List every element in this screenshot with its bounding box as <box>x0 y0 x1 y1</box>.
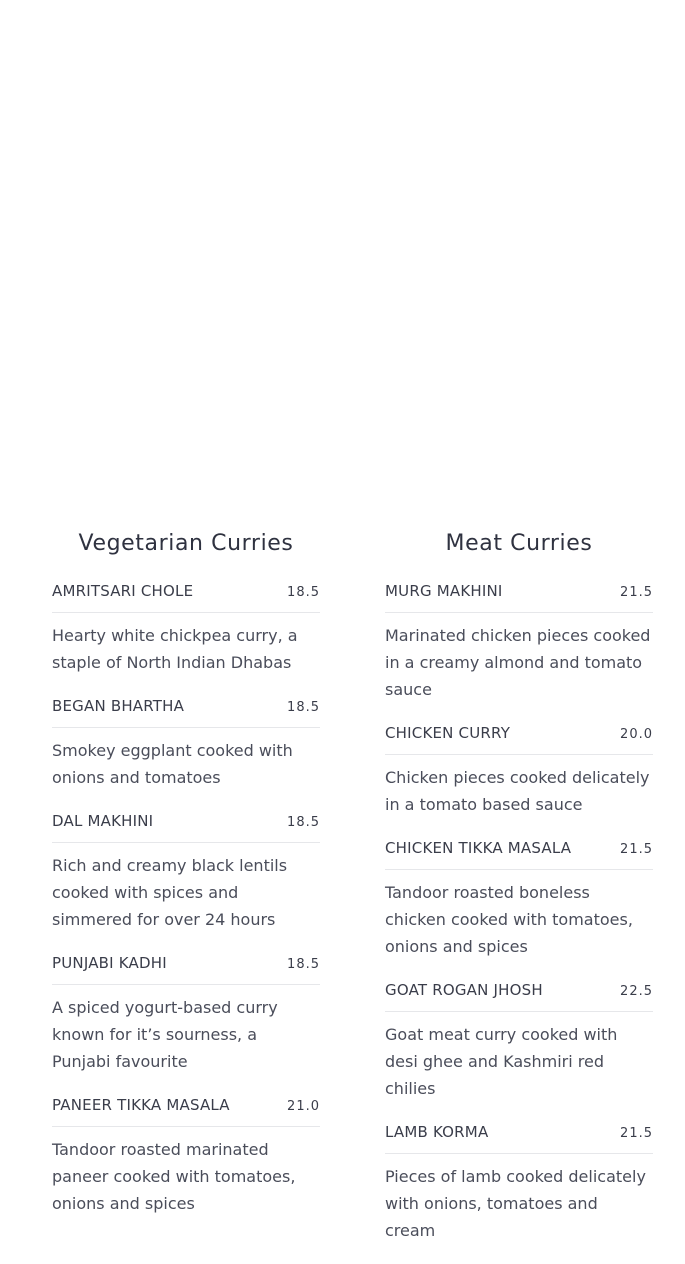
menu-item-description: Chicken pieces cooked delicately in a tomato based sauce <box>385 768 650 814</box>
menu-item <box>385 581 653 703</box>
menu-item-header <box>385 723 653 755</box>
menu-item <box>52 1095 320 1217</box>
menu-item-header <box>52 953 320 985</box>
menu-item-header <box>52 696 320 728</box>
menu-item-description: Rich and creamy black lentils cooked with spices and simmered for over 24 hours <box>52 856 288 929</box>
menu-item-name: AMRITSARI CHOLE <box>52 582 194 600</box>
menu-item-description: Tandoor roasted boneless chicken cooked with tomatoes, onions and spices <box>385 883 633 956</box>
menu-item <box>385 980 653 1102</box>
menu-item-description: Goat meat curry cooked with desi ghee and Kashmiri red chilies <box>385 1025 618 1098</box>
menu-item-price: 21.5 <box>620 1126 653 1141</box>
meat-curries-title: Meat Curries <box>445 531 593 556</box>
menu-item-header <box>52 1095 320 1127</box>
menu-item-description: Tandoor roasted marinated paneer cooked with tomatoes, onions and spices <box>52 1140 296 1213</box>
menu-item-price: 18.5 <box>287 815 320 830</box>
menu-item-price: 18.5 <box>287 585 320 600</box>
menu-item-name: PANEER TIKKA MASALA <box>52 1096 230 1114</box>
menu-item <box>385 838 653 960</box>
menu-item-name: BEGAN BHARTHA <box>52 697 185 715</box>
menu-item-description: A spiced yogurt-based curry known for it’s sourness, a Punjabi favourite <box>52 998 278 1071</box>
menu-item-header <box>385 838 653 870</box>
menu-item-price: 21.5 <box>620 842 653 857</box>
vegetarian-curries-section <box>52 529 320 1237</box>
menu-item-name: MURG MAKHINI <box>385 582 503 600</box>
menu-item-description: Marinated chicken pieces cooked in a creamy almond and tomato sauce <box>385 626 651 699</box>
menu-item-header <box>385 1122 653 1154</box>
menu-item-header <box>385 581 653 613</box>
menu-item <box>52 953 320 1075</box>
menu-item <box>385 723 653 818</box>
menu-item <box>52 811 320 933</box>
menu-item-name: GOAT ROGAN JHOSH <box>385 981 543 999</box>
menu-item-description: Hearty white chickpea curry, a staple of North Indian Dhabas <box>52 626 298 672</box>
menu-item-description: Pieces of lamb cooked delicately with onions, tomatoes and cream <box>385 1167 646 1240</box>
vegetarian-curries-title: Vegetarian Curries <box>78 531 294 556</box>
menu-item-name: CHICKEN TIKKA MASALA <box>385 839 572 857</box>
menu-item-header <box>52 581 320 613</box>
menu-item-name: CHICKEN CURRY <box>385 724 511 742</box>
menu-item <box>385 1122 653 1244</box>
menu-item-description: Smokey eggplant cooked with onions and tomatoes <box>52 741 293 787</box>
menu-item-price: 21.0 <box>287 1099 320 1114</box>
menu-item-price: 21.5 <box>620 585 653 600</box>
menu-item-name: DAL MAKHINI <box>52 812 154 830</box>
meat-curries-section <box>385 529 653 1264</box>
menu-item-header <box>52 811 320 843</box>
hero-blank-area <box>0 0 685 500</box>
menu-item-price: 18.5 <box>287 957 320 972</box>
menu-item <box>52 696 320 791</box>
menu-item-name: PUNJABI KADHI <box>52 954 167 972</box>
menu-item <box>52 581 320 676</box>
menu-item-name: LAMB KORMA <box>385 1123 489 1141</box>
menu-item-header <box>385 980 653 1012</box>
menu-item-price: 20.0 <box>620 727 653 742</box>
menu-item-price: 22.5 <box>620 984 653 999</box>
menu-item-price: 18.5 <box>287 700 320 715</box>
